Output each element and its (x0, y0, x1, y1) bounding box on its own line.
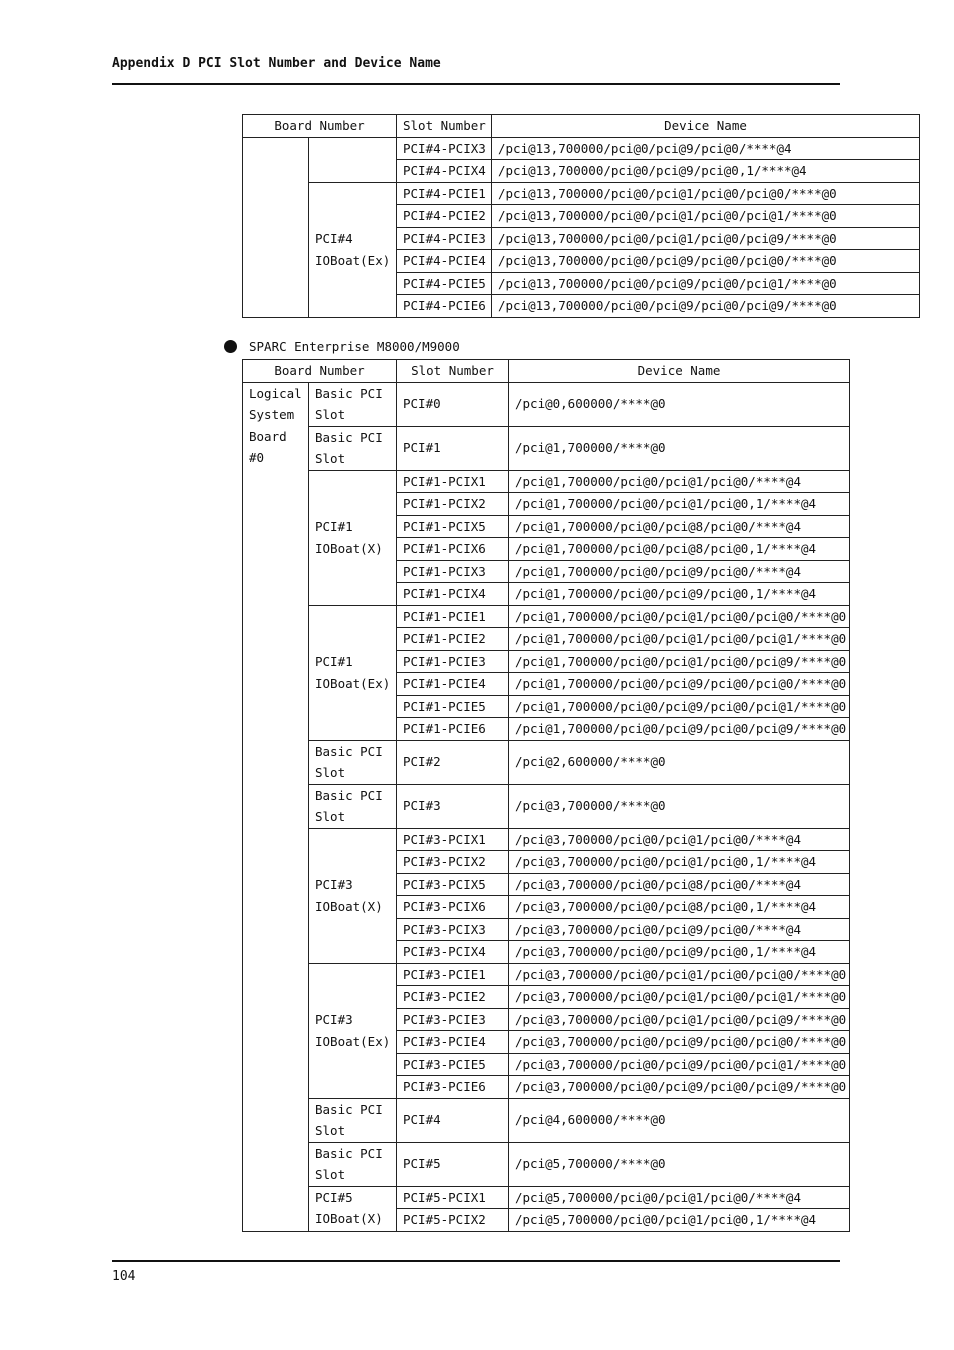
slot-cell: PCI#1-PCIE4 (397, 673, 509, 696)
group-type: IOBoat(X) (315, 540, 383, 556)
device-cell: /pci@3,700000/pci@0/pci@1/pci@0,1/****@4 (509, 851, 850, 874)
pci-table-m8000-m9000 (242, 359, 850, 1232)
group-type: IOBoat(Ex) (315, 252, 391, 268)
device-cell: /pci@13,700000/pci@0/pci@9/pci@0/pci@9/****@0 (492, 295, 920, 318)
table-header-row (243, 115, 920, 138)
section-title: SPARC Enterprise M8000/M9000 (249, 339, 460, 354)
group-type: IOBoat(X) (315, 1211, 383, 1226)
table-row (243, 740, 850, 784)
basic-label: Slot (315, 1123, 346, 1138)
table-row (243, 137, 920, 160)
slot-cell: PCI#3-PCIE1 (397, 963, 509, 986)
footer-rule (112, 1260, 840, 1262)
basic-label: Basic PCI (315, 787, 383, 803)
table-row (243, 963, 850, 986)
table-row (243, 1098, 850, 1142)
slot-cell: PCI#5 (397, 1142, 509, 1186)
slot-cell: PCI#3-PCIX1 (397, 828, 509, 851)
device-cell: /pci@1,700000/pci@0/pci@9/pci@0,1/****@4 (509, 583, 850, 606)
bullet-icon (224, 340, 237, 353)
slot-cell: PCI#0 (397, 382, 509, 426)
slot-cell: PCI#4-PCIE6 (397, 295, 492, 318)
basic-label: Basic PCI (315, 429, 383, 445)
board-cell (243, 137, 309, 317)
col-board-number: Board Number (243, 360, 397, 383)
page-header-title: Appendix D PCI Slot Number and Device Name (112, 56, 441, 71)
table-row (243, 470, 850, 493)
table-row (243, 784, 850, 828)
slot-cell: PCI#4-PCIE1 (397, 182, 492, 205)
table-header-row (243, 360, 850, 383)
device-cell: /pci@0,600000/****@0 (509, 382, 850, 426)
slot-cell: PCI#3-PCIE3 (397, 1008, 509, 1031)
device-cell: /pci@1,700000/pci@0/pci@9/pci@0/pci@9/****@0 (509, 718, 850, 741)
col-slot-number: Slot Number (397, 360, 509, 383)
group-cell (309, 182, 397, 317)
slot-cell: PCI#3-PCIE2 (397, 986, 509, 1009)
board-cell (243, 382, 309, 1231)
col-slot-number: Slot Number (397, 115, 492, 138)
group-name: PCI#4 (315, 231, 353, 246)
slot-cell: PCI#3 (397, 784, 509, 828)
col-device-name: Device Name (492, 115, 920, 138)
device-cell: /pci@3,700000/pci@0/pci@8/pci@0,1/****@4 (509, 896, 850, 919)
basic-label: Basic PCI (315, 1101, 383, 1117)
slot-cell: PCI#4-PCIE2 (397, 205, 492, 228)
slot-cell: PCI#4-PCIE3 (397, 227, 492, 250)
col-device-name: Device Name (509, 360, 850, 383)
device-cell: /pci@3,700000/pci@0/pci@9/pci@0/pci@9/****@0 (509, 1076, 850, 1099)
board-label-line: System (249, 407, 295, 422)
device-cell: /pci@3,700000/pci@0/pci@8/pci@0/****@4 (509, 873, 850, 896)
slot-cell: PCI#3-PCIE4 (397, 1031, 509, 1054)
slot-cell: PCI#1-PCIX2 (397, 493, 509, 516)
group-cell (309, 382, 397, 426)
device-cell: /pci@5,700000/****@0 (509, 1142, 850, 1186)
device-cell: /pci@1,700000/pci@0/pci@9/pci@0/****@4 (509, 560, 850, 583)
device-cell: /pci@3,700000/****@0 (509, 784, 850, 828)
device-cell: /pci@3,700000/pci@0/pci@1/pci@0/pci@1/****@0 (509, 986, 850, 1009)
slot-cell: PCI#5-PCIX1 (397, 1186, 509, 1209)
slot-cell: PCI#3-PCIX2 (397, 851, 509, 874)
slot-cell: PCI#1-PCIX1 (397, 470, 509, 493)
device-cell: /pci@1,700000/pci@0/pci@1/pci@0/****@4 (509, 470, 850, 493)
device-cell: /pci@4,600000/****@0 (509, 1098, 850, 1142)
device-cell: /pci@1,700000/pci@0/pci@1/pci@0/pci@0/****@0 (509, 605, 850, 628)
device-cell: /pci@1,700000/pci@0/pci@9/pci@0/pci@1/****@0 (509, 695, 850, 718)
table-row (243, 605, 850, 628)
slot-cell: PCI#1-PCIE5 (397, 695, 509, 718)
device-cell: /pci@13,700000/pci@0/pci@9/pci@0,1/****@4 (492, 160, 920, 183)
device-cell: /pci@3,700000/pci@0/pci@1/pci@0/****@4 (509, 828, 850, 851)
device-cell: /pci@1,700000/pci@0/pci@8/pci@0,1/****@4 (509, 538, 850, 561)
device-cell: /pci@13,700000/pci@0/pci@9/pci@0/pci@0/****@0 (492, 250, 920, 273)
group-name: PCI#5 (315, 1189, 353, 1205)
group-cell (309, 137, 397, 182)
slot-cell: PCI#2 (397, 740, 509, 784)
device-cell: /pci@1,700000/pci@0/pci@1/pci@0,1/****@4 (509, 493, 850, 516)
slot-cell: PCI#4-PCIX4 (397, 160, 492, 183)
slot-cell: PCI#1 (397, 426, 509, 470)
group-cell (309, 784, 397, 828)
group-cell (309, 1142, 397, 1186)
device-cell: /pci@5,700000/pci@0/pci@1/pci@0,1/****@4 (509, 1209, 850, 1232)
slot-cell: PCI#1-PCIE3 (397, 650, 509, 673)
slot-cell: PCI#3-PCIX3 (397, 918, 509, 941)
group-cell (309, 740, 397, 784)
device-cell: /pci@13,700000/pci@0/pci@1/pci@0/pci@0/****@0 (492, 182, 920, 205)
slot-cell: PCI#3-PCIE6 (397, 1076, 509, 1099)
basic-label: Basic PCI (315, 385, 383, 401)
section-bullet (224, 339, 460, 354)
group-cell (309, 828, 397, 963)
device-cell: /pci@13,700000/pci@0/pci@1/pci@0/pci@9/****@0 (492, 227, 920, 250)
device-cell: /pci@13,700000/pci@0/pci@1/pci@0/pci@1/****@0 (492, 205, 920, 228)
group-name: PCI#1 (315, 654, 353, 669)
basic-label: Slot (315, 1167, 346, 1182)
col-board-number: Board Number (243, 115, 397, 138)
basic-label: Slot (315, 407, 346, 422)
device-cell: /pci@13,700000/pci@0/pci@9/pci@0/****@4 (492, 137, 920, 160)
slot-cell: PCI#4 (397, 1098, 509, 1142)
device-cell: /pci@1,700000/pci@0/pci@9/pci@0/pci@0/****@0 (509, 673, 850, 696)
group-type: IOBoat(Ex) (315, 1033, 391, 1049)
device-cell: /pci@3,700000/pci@0/pci@9/pci@0/****@4 (509, 918, 850, 941)
slot-cell: PCI#1-PCIX4 (397, 583, 509, 606)
table-row (243, 382, 850, 426)
slot-cell: PCI#5-PCIX2 (397, 1209, 509, 1232)
slot-cell: PCI#1-PCIE1 (397, 605, 509, 628)
basic-label: Slot (315, 809, 346, 824)
device-cell: /pci@3,700000/pci@0/pci@9/pci@0/pci@1/****@0 (509, 1053, 850, 1076)
slot-cell: PCI#4-PCIE5 (397, 272, 492, 295)
group-cell (309, 1098, 397, 1142)
basic-label: Basic PCI (315, 743, 383, 759)
device-cell: /pci@3,700000/pci@0/pci@9/pci@0/pci@0/****@0 (509, 1031, 850, 1054)
device-cell: /pci@3,700000/pci@0/pci@1/pci@0/pci@9/****@0 (509, 1008, 850, 1031)
board-label-line: Logical (249, 385, 302, 401)
group-name: PCI#3 (315, 1012, 353, 1027)
group-cell (309, 963, 397, 1098)
device-cell: /pci@1,700000/pci@0/pci@8/pci@0/****@4 (509, 515, 850, 538)
basic-label: Slot (315, 451, 346, 466)
slot-cell: PCI#4-PCIX3 (397, 137, 492, 160)
slot-cell: PCI#3-PCIX4 (397, 941, 509, 964)
slot-cell: PCI#3-PCIX6 (397, 896, 509, 919)
group-cell (309, 426, 397, 470)
pci-table-continued (242, 114, 920, 318)
table-row (243, 828, 850, 851)
slot-cell: PCI#1-PCIE6 (397, 718, 509, 741)
slot-cell: PCI#3-PCIE5 (397, 1053, 509, 1076)
group-type: IOBoat(X) (315, 898, 383, 914)
group-cell (309, 605, 397, 740)
device-cell: /pci@2,600000/****@0 (509, 740, 850, 784)
slot-cell: PCI#1-PCIE2 (397, 628, 509, 651)
table-row (243, 1142, 850, 1186)
slot-cell: PCI#1-PCIX5 (397, 515, 509, 538)
device-cell: /pci@3,700000/pci@0/pci@1/pci@0/pci@0/****@0 (509, 963, 850, 986)
device-cell: /pci@5,700000/pci@0/pci@1/pci@0/****@4 (509, 1186, 850, 1209)
page-number: 104 (112, 1269, 136, 1284)
device-cell: /pci@1,700000/pci@0/pci@1/pci@0/pci@9/****@0 (509, 650, 850, 673)
group-cell (309, 1186, 397, 1231)
device-cell: /pci@3,700000/pci@0/pci@9/pci@0,1/****@4 (509, 941, 850, 964)
slot-cell: PCI#4-PCIE4 (397, 250, 492, 273)
board-label-line: Board (249, 428, 287, 444)
table-row (243, 182, 920, 205)
group-name: PCI#1 (315, 519, 353, 534)
table-row (243, 426, 850, 470)
basic-label: Basic PCI (315, 1145, 383, 1161)
device-cell: /pci@13,700000/pci@0/pci@9/pci@0/pci@1/****@0 (492, 272, 920, 295)
group-cell (309, 470, 397, 605)
board-label-line: #0 (249, 450, 265, 465)
slot-cell: PCI#3-PCIX5 (397, 873, 509, 896)
slot-cell: PCI#1-PCIX6 (397, 538, 509, 561)
group-type: IOBoat(Ex) (315, 675, 391, 691)
table-row (243, 1186, 850, 1209)
group-name: PCI#3 (315, 877, 353, 892)
device-cell: /pci@1,700000/pci@0/pci@1/pci@0/pci@1/****@0 (509, 628, 850, 651)
device-cell: /pci@1,700000/****@0 (509, 426, 850, 470)
basic-label: Slot (315, 765, 346, 780)
header-rule (112, 83, 840, 85)
slot-cell: PCI#1-PCIX3 (397, 560, 509, 583)
